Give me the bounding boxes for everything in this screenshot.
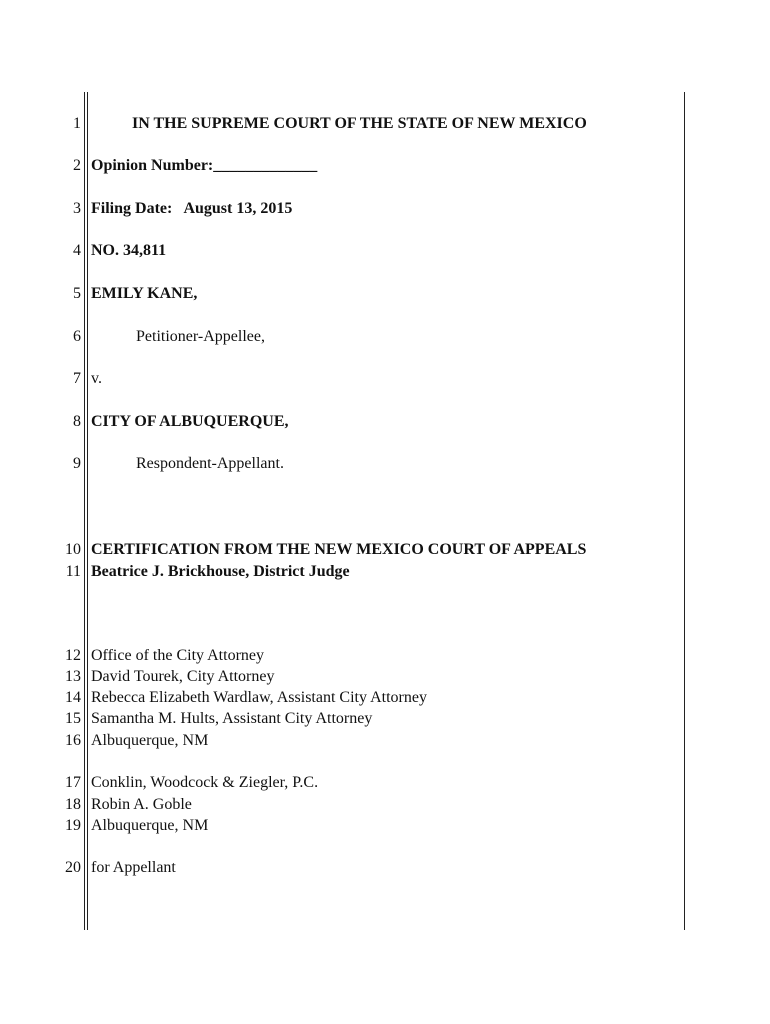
counsel-line: Rebecca Elizabeth Wardlaw, Assistant City Attorney bbox=[91, 689, 427, 706]
right-margin-rule bbox=[684, 92, 685, 930]
case-number: NO. 34,811 bbox=[91, 242, 167, 259]
respondent-role: Respondent-Appellant. bbox=[136, 455, 284, 472]
line-number: 18 bbox=[65, 796, 81, 813]
line-number: 2 bbox=[73, 157, 81, 174]
line-number: 14 bbox=[65, 689, 81, 706]
petitioner-role: Petitioner-Appellee, bbox=[136, 328, 265, 345]
line-number: 5 bbox=[73, 285, 81, 302]
line-number: 20 bbox=[65, 859, 81, 876]
line-number: 16 bbox=[65, 732, 81, 749]
line-number: 9 bbox=[73, 455, 81, 472]
counsel-line: Office of the City Attorney bbox=[91, 647, 264, 664]
counsel-line: Robin A. Goble bbox=[91, 796, 192, 813]
petitioner-name: EMILY KANE, bbox=[91, 285, 198, 302]
line-number: 13 bbox=[65, 668, 81, 685]
line-number: 15 bbox=[65, 710, 81, 727]
line-number: 6 bbox=[73, 328, 81, 345]
for-party: for Appellant bbox=[91, 859, 176, 876]
line-number: 4 bbox=[73, 242, 81, 259]
opinion-number: Opinion Number:_____________ bbox=[91, 157, 318, 174]
counsel-line: David Tourek, City Attorney bbox=[91, 668, 275, 685]
court-title: IN THE SUPREME COURT OF THE STATE OF NEW MEXICO bbox=[132, 115, 587, 132]
certification-heading: CERTIFICATION FROM THE NEW MEXICO COURT OF APPEALS bbox=[91, 541, 587, 558]
counsel-line: Conklin, Woodcock & Ziegler, P.C. bbox=[91, 774, 319, 791]
line-number: 11 bbox=[65, 563, 81, 580]
versus: v. bbox=[91, 370, 102, 387]
line-number: 1 bbox=[73, 115, 81, 132]
district-judge: Beatrice J. Brickhouse, District Judge bbox=[91, 563, 350, 580]
line-number: 8 bbox=[73, 413, 81, 430]
left-margin-rule bbox=[84, 92, 85, 930]
counsel-line: Albuquerque, NM bbox=[91, 732, 209, 749]
counsel-line: Albuquerque, NM bbox=[91, 817, 209, 834]
line-number: 19 bbox=[65, 817, 81, 834]
line-number: 3 bbox=[73, 200, 81, 217]
line-number: 7 bbox=[73, 370, 81, 387]
left-margin-rule-inner bbox=[87, 92, 88, 930]
respondent-name: CITY OF ALBUQUERQUE, bbox=[91, 413, 289, 430]
line-number: 17 bbox=[65, 774, 81, 791]
line-number: 10 bbox=[65, 541, 81, 558]
counsel-line: Samantha M. Hults, Assistant City Attorney bbox=[91, 710, 373, 727]
filing-date: Filing Date: August 13, 2015 bbox=[91, 200, 293, 217]
line-number: 12 bbox=[65, 647, 81, 664]
